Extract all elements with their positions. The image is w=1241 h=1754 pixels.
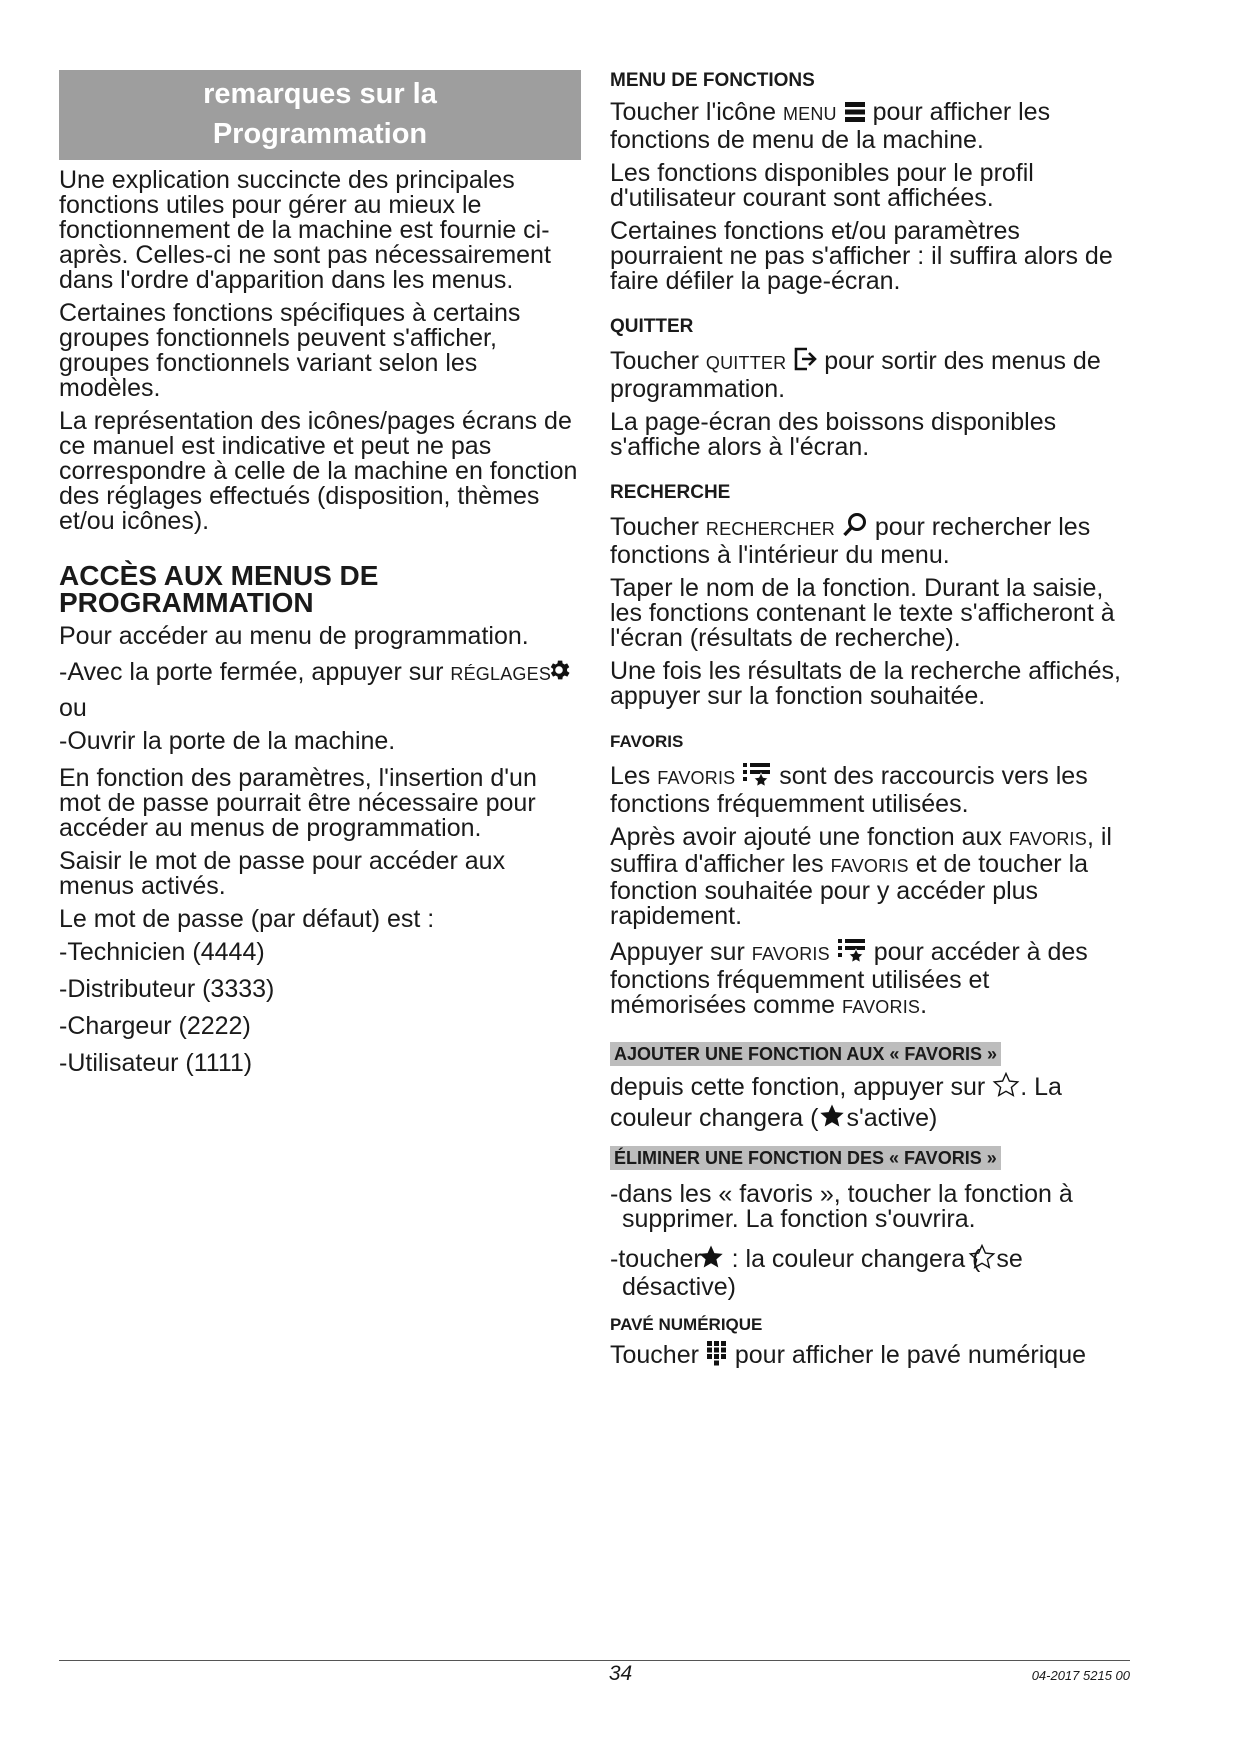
box-title-line1: remarques sur la — [203, 78, 437, 110]
search-p3: Une fois les résultats de la recherche affichés, appuyer sur la fonction souhaitée. — [610, 657, 1121, 710]
intro-paragraph: La représentation des icônes/pages écrans de ce manuel est indicative et peut ne pas correspondre à celle de la machine en fonction des réglages effectués (disposition, thèmes et/ou icônes). — [59, 407, 578, 535]
menu-p3: Certaines fonctions et/ou paramètres pourraient ne pas s'afficher : il suffira alors de faire défiler la page-écran. — [610, 217, 1113, 295]
document-reference: 04-2017 5215 00 — [1031, 1668, 1130, 1683]
left-column — [59, 70, 581, 1088]
exit-icon — [793, 346, 817, 377]
intro-paragraph: Une explication succincte des principales fonctions utiles pour gérer au mieux le fonctionnement de la machine est fournie ci-après. Celles-ci ne sont pas nécessairement dans l'ordre d'apparition dans les menus. — [59, 166, 551, 294]
keypad-icon — [706, 1340, 728, 1371]
favorites-p3: Appuyer sur FAVORIS pour accéder à des fonctions fréquemment utilisées et mémorisées comme FAVORIS. — [610, 938, 1088, 1019]
password-enter: Saisir le mot de passe pour accéder aux menus activés. — [59, 847, 506, 900]
star-filled-icon — [818, 1103, 846, 1134]
star-outline-icon — [980, 1244, 996, 1275]
keypad-p1: Toucher pour afficher le pavé numérique — [610, 1341, 1087, 1369]
quit-heading: QUITTER — [610, 316, 694, 337]
gear-icon — [558, 657, 572, 688]
quit-p2: La page-écran des boissons disponibles s'affiche alors à l'écran. — [610, 408, 1057, 461]
password-text: En fonction des paramètres, l'insertion d'un mot de passe pourrait être nécessaire pour accéder au menus de programmation. — [59, 764, 537, 842]
password-item: -Chargeur (2222) — [59, 1012, 251, 1040]
favorites-p1: Les FAVORIS sont des raccourcis vers les fonctions fréquemment utilisées. — [610, 762, 1088, 818]
right-column — [610, 70, 1130, 1379]
search-icon — [842, 512, 868, 543]
password-item: -Distributeur (3333) — [59, 975, 275, 1003]
remove-favorite-heading: ÉLIMINER UNE FONCTION DES « FAVORIS » — [610, 1146, 1001, 1170]
page-number: 34 — [608, 1662, 633, 1685]
star-filled-icon — [709, 1244, 725, 1275]
keypad-heading: PAVÉ NUMÉRIQUE — [610, 1315, 763, 1334]
access-intro: Pour accéder au menu de programmation. — [59, 622, 529, 650]
password-item: -Technicien (4444) — [59, 938, 265, 966]
menu-p2: Les fonctions disponibles pour le profil d'utilisateur courant sont affichées. — [610, 159, 1034, 212]
or-text: ou — [59, 694, 87, 722]
favorites-list-icon — [837, 937, 867, 968]
search-p1: Toucher RECHERCHER pour rechercher les fonctions à l'intérieur du menu. — [610, 513, 1091, 569]
menu-heading: MENU DE FONCTIONS — [610, 70, 815, 91]
search-heading: RECHERCHE — [610, 482, 731, 503]
quit-p1: Toucher QUITTER pour sortir des menus de programmation. — [610, 347, 1101, 403]
add-favorite-p1: depuis cette fonction, appuyer sur . La couleur changera ( s'active) — [610, 1073, 1062, 1132]
menu-p1: Toucher l'icône MENU pour afficher les fonctions de menu de la machine. — [610, 98, 1051, 154]
favorites-p2: Après avoir ajouté une fonction aux FAVORIS, il suffira d'afficher les FAVORIS et de toucher la fonction souhaitée pour y accéder plus rapidement. — [610, 823, 1112, 930]
access-step-settings: -Avec la porte fermée, appuyer sur RÉGLAGES — [59, 657, 581, 688]
intro-paragraph: Certaines fonctions spécifiques à certains groupes fonctionnels peuvent s'afficher, groupes fonctionnels variant selon les modèles. — [59, 299, 521, 402]
password-item: -Utilisateur (1111) — [59, 1049, 253, 1077]
box-title-line2: Programmation — [212, 118, 428, 150]
password-default: Le mot de passe (par défaut) est : — [59, 905, 435, 933]
search-p2: Taper le nom de la fonction. Durant la saisie, les fonctions contenant le texte s'afficheront à l'écran (résultats de recherche). — [610, 574, 1115, 652]
remove-step-1: -dans les « favoris », toucher la fonction à supprimer. La fonction s'ouvrira. — [610, 1180, 1073, 1233]
star-outline-icon — [992, 1072, 1020, 1103]
remove-step-2: -toucher : la couleur changera ( se désactive) — [610, 1245, 1023, 1301]
menu-icon — [844, 101, 866, 128]
favorites-list-icon — [742, 761, 772, 792]
favorites-heading: FAVORIS — [610, 732, 684, 751]
access-step-door: -Ouvrir la porte de la machine. — [59, 727, 396, 755]
access-heading: ACCÈS AUX MENUS DE PROGRAMMATION — [59, 560, 379, 618]
footer-rule — [59, 1660, 1130, 1661]
add-favorite-heading: AJOUTER UNE FONCTION AUX « FAVORIS » — [610, 1042, 1001, 1066]
section-title-box — [59, 70, 581, 160]
